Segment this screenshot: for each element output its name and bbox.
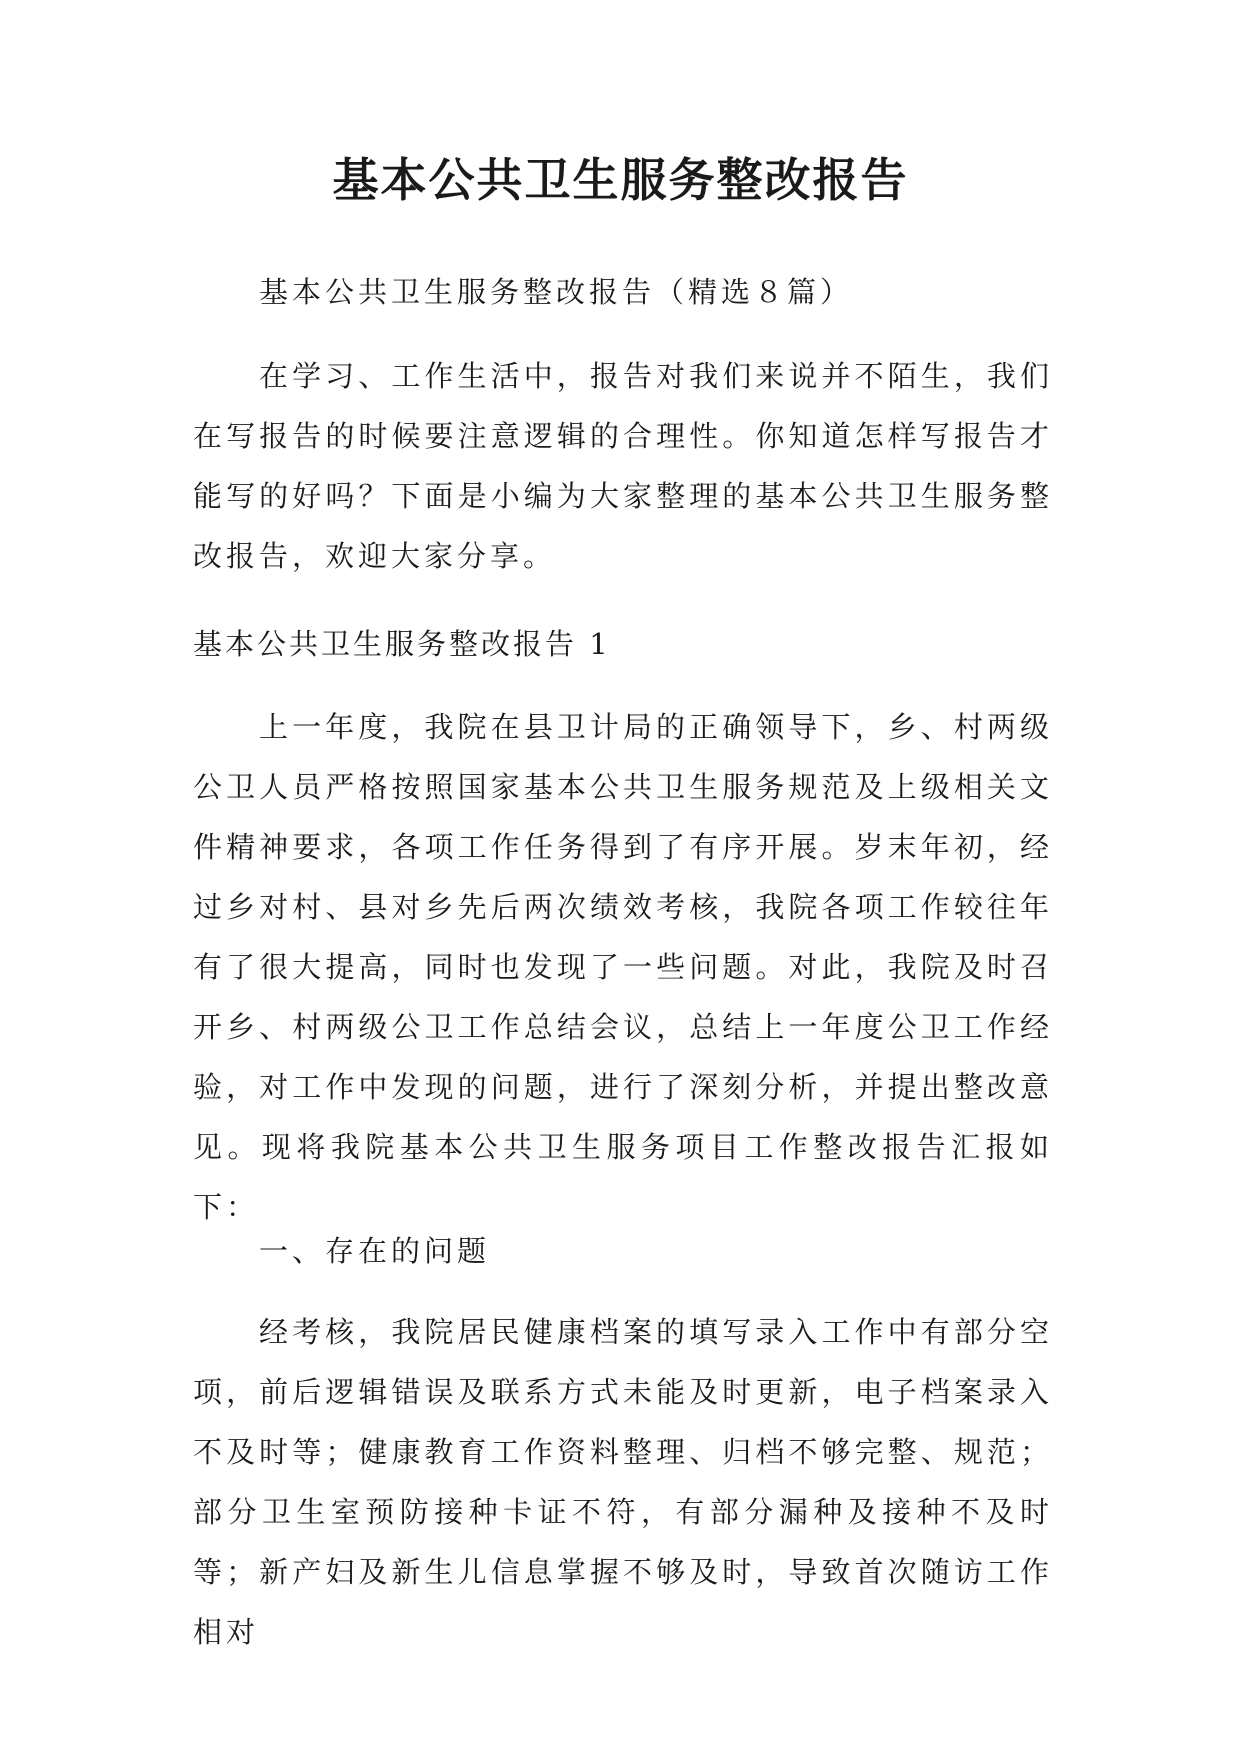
intro-paragraph: 在学习、工作生活中，报告对我们来说并不陌生，我们在写报告的时候要注意逻辑的合理性。你知道怎样写报告才能写的好吗？下面是小编为大家整理的基本公共卫生服务整改报告，欢迎大家分享。 <box>193 359 1053 573</box>
problems-heading: 一、存在的问题 <box>259 1234 491 1268</box>
document-title: 基本公共卫生服务整改报告 <box>332 153 909 207</box>
problems-paragraph: 经考核，我院居民健康档案的填写录入工作中有部分空项，前后逻辑错误及联系方式未能及时更新，电子档案录入不及时等；健康教育工作资料整理、归档不够完整、规范；部分卫生室预防接种卡证不符，有部分漏种及接种不及时等；新产妇及新生儿信息掌握不够及时，导致首次随访工作相对 <box>193 1315 1053 1649</box>
section-paragraph: 上一年度，我院在县卫计局的正确领导下，乡、村两级公卫人员严格按照国家基本公共卫生服务规范及上级相关文件精神要求，各项工作任务得到了有序开展。岁末年初，经过乡对村、县对乡先后两次绩效考核，我院各项工作较往年有了很大提高，同时也发现了一些问题。对此，我院及时召开乡、村两级公卫工作总结会议，总结上一年度公卫工作经验，对工作中发现的问题，进行了深刻分析，并提出整改意见。现将我院基本公共卫生服务项目工作整改报告汇报如下： <box>193 710 1053 1224</box>
document-subtitle: 基本公共卫生服务整改报告（精选８篇） <box>259 275 854 309</box>
section-heading: 基本公共卫生服务整改报告 1 <box>193 627 611 661</box>
